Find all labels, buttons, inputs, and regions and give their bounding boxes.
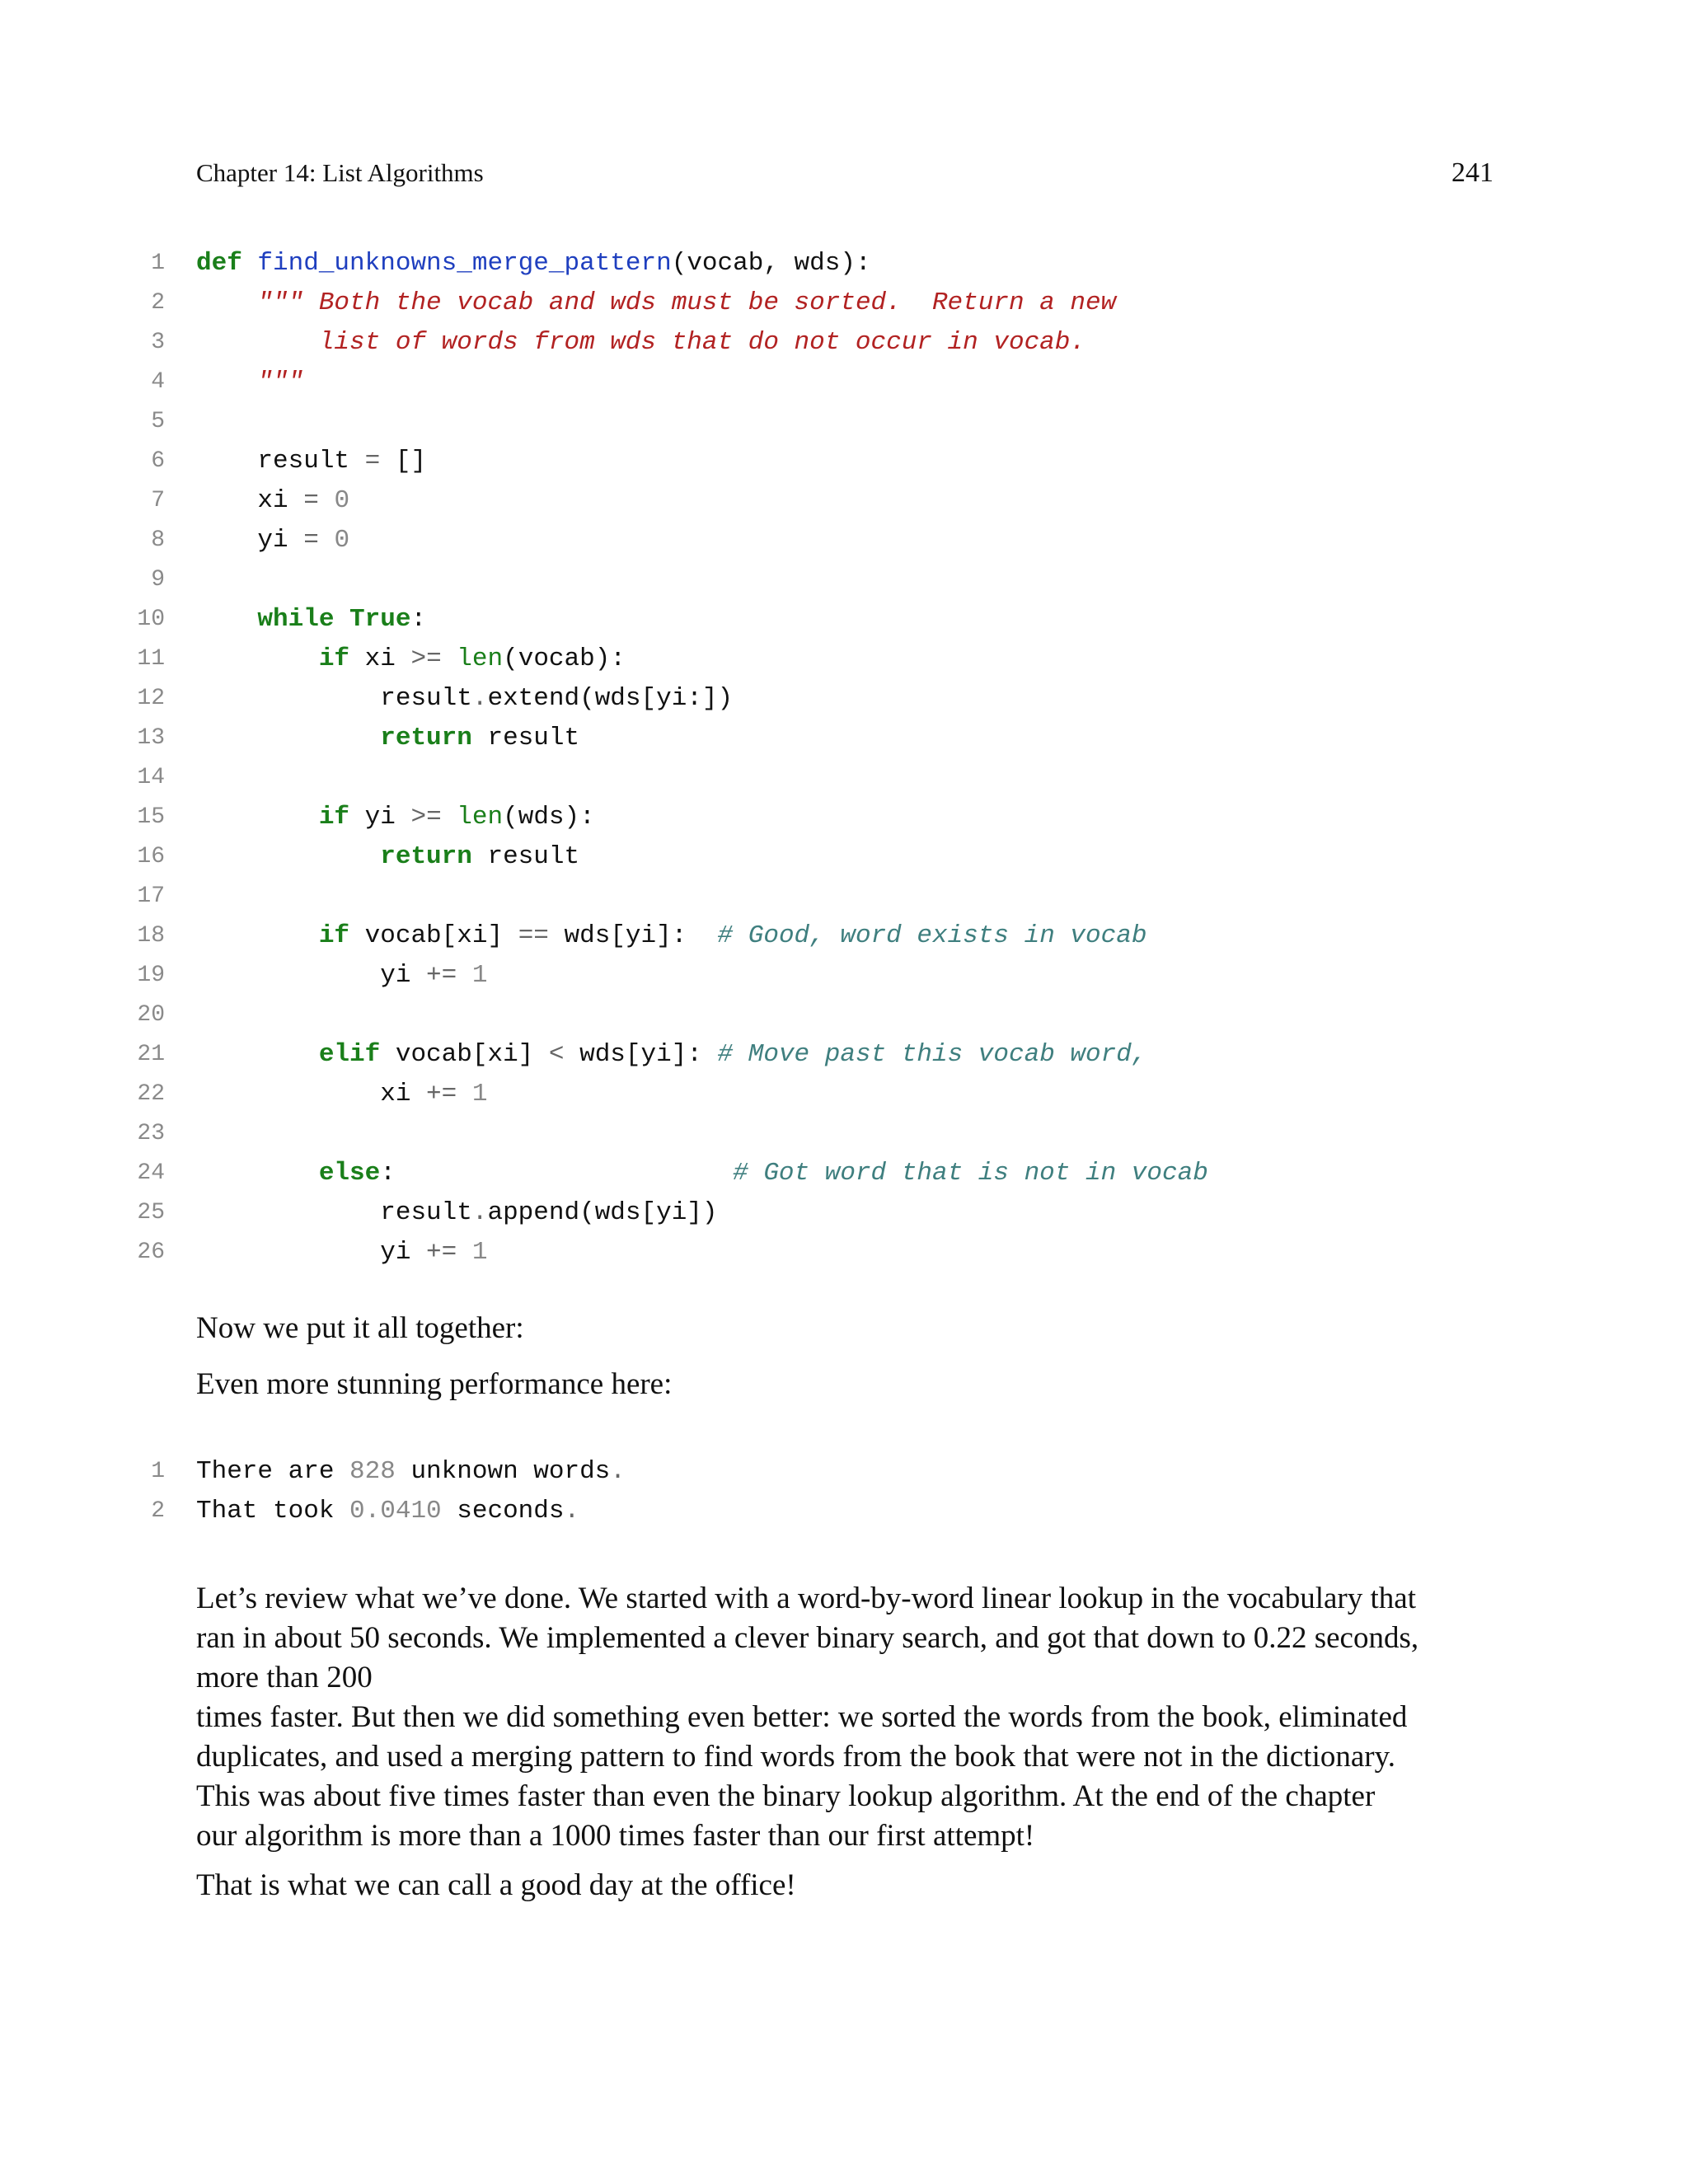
code-line: [0, 1452, 1688, 1492]
code-line: [0, 402, 1688, 442]
code-text-token: :: [380, 1159, 734, 1188]
code-line: [0, 877, 1688, 916]
code-text: [196, 284, 1116, 323]
code-line: [0, 996, 1688, 1035]
code-text: [196, 679, 733, 719]
code-line: [0, 1492, 1688, 1531]
code-line: [0, 1035, 1688, 1075]
number-token: 0.0410: [349, 1497, 442, 1526]
number-token: 0: [334, 526, 350, 555]
line-number: 8: [151, 527, 165, 553]
running-header: [196, 155, 1493, 191]
code-text: [196, 1075, 487, 1114]
keyword-token: elif: [318, 1040, 381, 1069]
code-text: [196, 916, 1146, 956]
code-text: [196, 719, 579, 758]
program-output-listing: [0, 1452, 1688, 1531]
code-text-token: :: [410, 605, 427, 634]
line-number: 6: [151, 448, 165, 474]
paragraph-closing: That is what we can call a good day at the office!: [196, 1868, 796, 1902]
builtin-token: len: [457, 644, 504, 673]
operator-token: >=: [410, 644, 442, 673]
code-text: [196, 323, 1085, 363]
review-line: duplicates, and used a merging pattern to find words from the book that were not in the dictionary.: [196, 1740, 1395, 1774]
operator-token: +=: [426, 1238, 457, 1267]
builtin-token: len: [457, 803, 504, 832]
paragraph-put-together: Now we put it all together:: [196, 1311, 524, 1345]
code-line: [0, 1193, 1688, 1233]
line-number: 18: [137, 923, 165, 949]
code-listing-merge-pattern: [0, 244, 1688, 1272]
code-text-token: [457, 1080, 472, 1108]
code-text: [196, 1154, 1208, 1193]
code-text-token: [334, 605, 349, 634]
code-text-token: result: [471, 842, 580, 871]
line-number: 23: [137, 1121, 165, 1146]
keyword-token: True: [349, 605, 411, 634]
code-line: [0, 521, 1688, 560]
number-token: 1: [471, 961, 488, 990]
line-number: 3: [151, 330, 165, 355]
code-text: [196, 837, 579, 877]
paragraph-review: [196, 1579, 1498, 1856]
code-line: [0, 1154, 1688, 1193]
operator-token: .: [564, 1497, 580, 1526]
line-number: 22: [137, 1081, 165, 1107]
code-text-token: [196, 921, 319, 950]
code-text-token: [196, 644, 319, 673]
code-text-token: extend(wds[yi:]): [487, 684, 734, 713]
code-text-token: [196, 605, 257, 634]
code-text: [196, 1035, 1146, 1075]
code-text-token: [196, 724, 380, 752]
code-text: [196, 600, 426, 640]
operator-token: +=: [426, 961, 457, 990]
line-number: 2: [151, 1498, 165, 1524]
keyword-token: def: [196, 249, 242, 278]
code-text-token: [319, 486, 335, 515]
line-number: 1: [151, 1459, 165, 1484]
code-text-token: [196, 1159, 319, 1188]
line-number: 7: [151, 488, 165, 513]
code-text: [196, 442, 426, 481]
code-line: [0, 798, 1688, 837]
code-text-token: yi: [349, 803, 411, 832]
operator-token: +=: [426, 1080, 457, 1108]
operator-token: .: [610, 1457, 626, 1486]
code-text-token: [457, 1238, 472, 1267]
comment-token: # Move past this vocab word,: [717, 1040, 1147, 1069]
code-text-token: [457, 961, 472, 990]
line-number: 13: [137, 725, 165, 751]
code-text: [196, 798, 595, 837]
code-text-token: [242, 249, 258, 278]
line-number: 19: [137, 963, 165, 988]
code-text-token: [196, 803, 319, 832]
operator-token: >=: [410, 803, 442, 832]
keyword-token: return: [380, 724, 472, 752]
review-line: more than 200: [196, 1661, 373, 1694]
keyword-token: if: [318, 921, 350, 950]
code-text-token: (vocab, wds):: [671, 249, 871, 278]
code-text-token: yi: [196, 961, 427, 990]
comment-token: # Good, word exists in vocab: [717, 921, 1147, 950]
code-line: [0, 284, 1688, 323]
code-text: [196, 1492, 579, 1531]
code-text-token: [196, 328, 319, 357]
paragraph-performance: Even more stunning performance here:: [196, 1367, 673, 1401]
code-line: [0, 1233, 1688, 1272]
code-line: [0, 481, 1688, 521]
review-line: This was about five times faster than even the binary lookup algorithm. At the end of the chapter: [196, 1779, 1376, 1813]
code-text-token: result: [196, 1198, 472, 1227]
code-text-token: [442, 644, 457, 673]
line-number: 2: [151, 290, 165, 316]
docstring-token: """ Both the vocab and wds must be sorted. Return a new: [257, 288, 1117, 317]
line-number: 25: [137, 1200, 165, 1226]
keyword-token: while: [257, 605, 335, 634]
code-text-token: vocab[xi]: [349, 921, 518, 950]
code-line: [0, 244, 1688, 284]
line-number: 10: [137, 607, 165, 632]
code-text-token: [196, 1040, 319, 1069]
line-number: 11: [137, 646, 165, 672]
line-number: 4: [151, 369, 165, 395]
operator-token: .: [471, 1198, 488, 1227]
code-text-token: [319, 526, 335, 555]
code-text-token: [196, 288, 257, 317]
code-text-token: xi: [196, 486, 304, 515]
code-text-token: result: [471, 724, 580, 752]
code-text-token: That took: [196, 1497, 350, 1526]
line-number: 17: [137, 883, 165, 909]
keyword-token: if: [318, 644, 350, 673]
code-line: [0, 560, 1688, 600]
function-name-token: find_unknowns_merge_pattern: [257, 249, 672, 278]
line-number: 21: [137, 1042, 165, 1067]
code-line: [0, 956, 1688, 996]
line-number: 20: [137, 1002, 165, 1028]
line-number: 24: [137, 1160, 165, 1186]
number-token: 1: [471, 1080, 488, 1108]
code-text-token: xi: [349, 644, 411, 673]
number-token: 0: [334, 486, 350, 515]
operator-token: =: [303, 526, 319, 555]
line-number: 1: [151, 251, 165, 276]
code-line: [0, 1075, 1688, 1114]
operator-token: =: [303, 486, 319, 515]
code-text: [196, 956, 487, 996]
code-line: [0, 640, 1688, 679]
code-text: [196, 363, 303, 402]
review-line: ran in about 50 seconds. We implemented a clever binary search, and got that down to 0.22 seconds,: [196, 1621, 1419, 1655]
line-number: 26: [137, 1240, 165, 1265]
code-text-token: There are: [196, 1457, 350, 1486]
code-text-token: [196, 842, 380, 871]
code-text-token: unknown words: [395, 1457, 611, 1486]
code-text: [196, 521, 349, 560]
review-line: times faster. But then we did something even better: we sorted the words from the book, eliminated: [196, 1700, 1408, 1734]
code-text-token: []: [380, 447, 427, 476]
keyword-token: return: [380, 842, 472, 871]
code-line: [0, 679, 1688, 719]
code-text: [196, 1233, 487, 1272]
code-text-token: (wds):: [503, 803, 595, 832]
code-line: [0, 323, 1688, 363]
code-text-token: [196, 368, 257, 396]
code-text-token: [442, 803, 457, 832]
code-text-token: result: [196, 447, 365, 476]
code-text-token: xi: [196, 1080, 427, 1108]
code-text-token: wds[yi]:: [548, 921, 718, 950]
code-text: [196, 1452, 626, 1492]
number-token: 828: [349, 1457, 396, 1486]
code-line: [0, 600, 1688, 640]
code-line: [0, 719, 1688, 758]
line-number: 15: [137, 804, 165, 830]
code-text: [196, 640, 626, 679]
line-number: 12: [137, 686, 165, 711]
code-text-token: yi: [196, 526, 304, 555]
code-text-token: wds[yi]:: [564, 1040, 718, 1069]
code-text-token: seconds: [441, 1497, 565, 1526]
comment-token: # Got word that is not in vocab: [733, 1159, 1208, 1188]
code-text-token: (vocab):: [503, 644, 626, 673]
line-number: 5: [151, 409, 165, 434]
page-number: 241: [1451, 157, 1493, 188]
code-line: [0, 1114, 1688, 1154]
code-text-token: yi: [196, 1238, 427, 1267]
operator-token: =: [364, 447, 381, 476]
chapter-title: Chapter 14: List Algorithms: [196, 158, 484, 187]
code-text-token: vocab[xi]: [380, 1040, 549, 1069]
code-text: [196, 244, 871, 284]
keyword-token: else: [318, 1159, 381, 1188]
code-text-token: result: [196, 684, 472, 713]
operator-token: ==: [518, 921, 549, 950]
keyword-token: if: [318, 803, 350, 832]
line-number: 9: [151, 567, 165, 593]
review-line: our algorithm is more than a 1000 times faster than our first attempt!: [196, 1819, 1035, 1853]
docstring-token: list of words from wds that do not occur in vocab.: [318, 328, 1085, 357]
operator-token: .: [471, 684, 488, 713]
line-number: 16: [137, 844, 165, 869]
code-text: [196, 1193, 718, 1233]
review-line: Let’s review what we’ve done. We started with a word-by-word linear lookup in the vocabulary that: [196, 1582, 1416, 1615]
code-line: [0, 837, 1688, 877]
code-line: [0, 758, 1688, 798]
code-text: [196, 481, 349, 521]
code-text-token: append(wds[yi]): [487, 1198, 718, 1227]
docstring-token: """: [257, 368, 304, 396]
code-line: [0, 363, 1688, 402]
code-line: [0, 916, 1688, 956]
code-line: [0, 442, 1688, 481]
line-number: 14: [137, 765, 165, 790]
operator-token: <: [548, 1040, 565, 1069]
number-token: 1: [471, 1238, 488, 1267]
